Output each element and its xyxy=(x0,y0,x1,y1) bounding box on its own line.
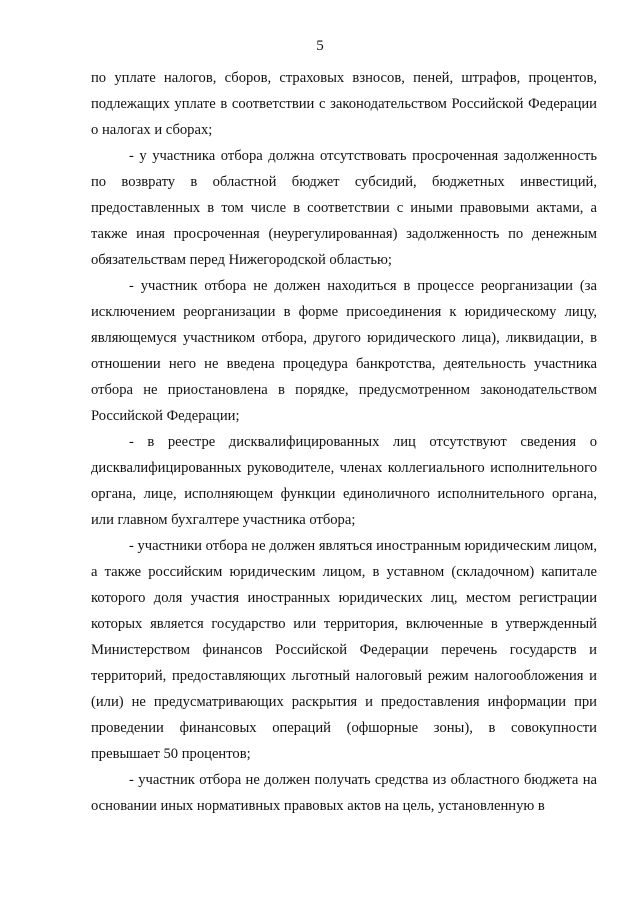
paragraph-other-funding: - участник отбора не должен получать средства из областного бюджета на основании иных нормативных правовых актов на цель, установленную в xyxy=(91,772,597,814)
document-body xyxy=(91,65,597,819)
paragraph-disqualified-persons: - в реестре дисквалифицированных лиц отсутствуют сведения о дисквалифицированных руководителе, членах коллегиального исполнительного органа, лице, исполняющем функции единоличного исполнительного органа, или главном бухгалтере участника отбора; xyxy=(91,434,597,528)
page-number: 5 xyxy=(316,38,324,54)
paragraph-overdue-debt: - у участника отбора должна отсутствовать просроченная задолженность по возврату в областной бюджет субсидий, бюджетных инвестиций, предоставленных в том числе в соответствии с иными правовыми актами, а также иная просроченная (неурегулированная) задолженность по денежным обязательствам перед Нижегородской областью; xyxy=(91,148,597,268)
paragraph-reorganization: - участник отбора не должен находиться в процессе реорганизации (за исключением реорганизации в форме присоединения к юридическому лицу, являющемуся участником отбора, другого юридического лица), ликвидации, в отношении него не введена процедура банкротства, деятельность участника отбора не приостановлена в порядке, предусмотренном законодательством Российской Федерации; xyxy=(91,278,597,424)
paragraph-tax-obligations: по уплате налогов, сборов, страховых взносов, пеней, штрафов, процентов, подлежащих уплате в соответствии с законодательством Российской Федерации о налогах и сборах; xyxy=(91,70,597,138)
paragraph-foreign-entities: - участники отбора не должен являться иностранным юридическим лицом, а также российским юридическим лицом, в уставном (складочном) капитале которого доля участия иностранных юридических лиц, местом регистрации которых является государство или территория, включенные в утвержденный Министерством финансов Российской Федерации перечень государств и территорий, предоставляющих льготный налоговый режим налогообложения и (или) не предусматривающих раскрытия и предоставления информации при проведении финансовых операций (офшорные зоны), в совокупности превышает 50 процентов; xyxy=(91,538,598,762)
